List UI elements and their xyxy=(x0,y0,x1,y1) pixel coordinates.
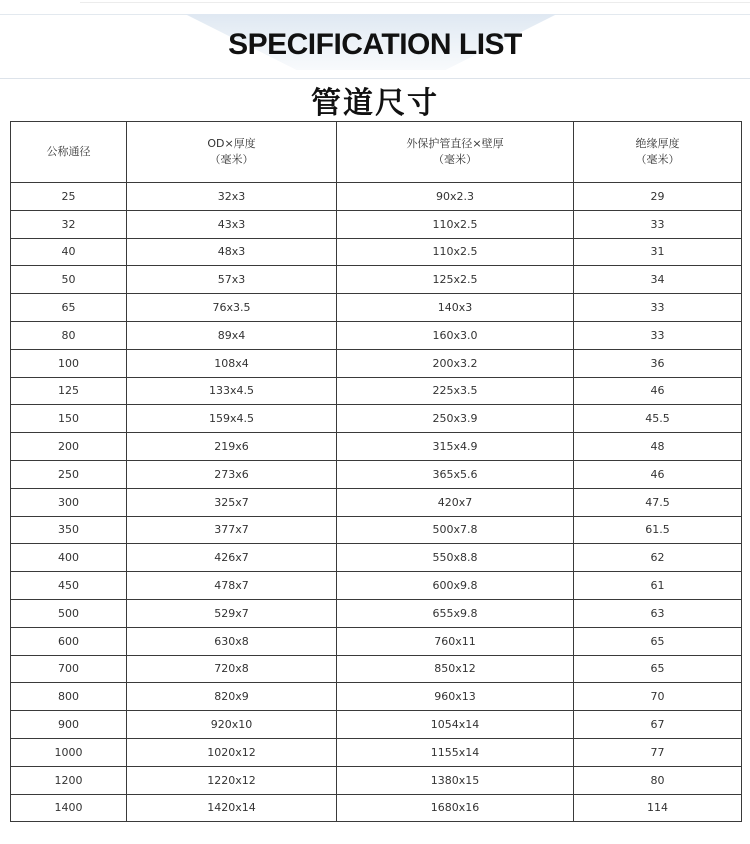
jacket-diameter-cell: 225x3.5 xyxy=(337,377,574,405)
insulation-thickness-cell: 80 xyxy=(574,766,742,794)
nominal-diameter-cell: 1400 xyxy=(11,794,127,822)
nominal-diameter-cell: 800 xyxy=(11,683,127,711)
nominal-diameter-cell: 65 xyxy=(11,294,127,322)
od-thickness-cell: 133x4.5 xyxy=(127,377,337,405)
insulation-thickness-cell: 34 xyxy=(574,266,742,294)
jacket-diameter-cell: 600x9.8 xyxy=(337,572,574,600)
top-divider xyxy=(80,2,750,3)
nominal-diameter-cell: 25 xyxy=(11,183,127,211)
nominal-diameter-cell: 700 xyxy=(11,655,127,683)
nominal-diameter-cell: 1200 xyxy=(11,766,127,794)
nominal-diameter-cell: 50 xyxy=(11,266,127,294)
insulation-thickness-cell: 29 xyxy=(574,183,742,211)
od-thickness-cell: 32x3 xyxy=(127,183,337,211)
od-thickness-cell: 43x3 xyxy=(127,210,337,238)
column-header-od-thickness xyxy=(127,122,337,183)
table-row xyxy=(11,655,742,683)
table-row xyxy=(11,766,742,794)
table-row xyxy=(11,294,742,322)
column-header-jacket-diameter xyxy=(337,122,574,183)
insulation-thickness-cell: 63 xyxy=(574,599,742,627)
table-row xyxy=(11,711,742,739)
jacket-diameter-cell: 110x2.5 xyxy=(337,238,574,266)
table-row xyxy=(11,377,742,405)
nominal-diameter-cell: 40 xyxy=(11,238,127,266)
insulation-thickness-cell: 33 xyxy=(574,294,742,322)
jacket-diameter-cell: 1680x16 xyxy=(337,794,574,822)
nominal-diameter-cell: 450 xyxy=(11,572,127,600)
od-thickness-cell: 1020x12 xyxy=(127,738,337,766)
insulation-thickness-cell: 45.5 xyxy=(574,405,742,433)
table-row xyxy=(11,210,742,238)
nominal-diameter-cell: 900 xyxy=(11,711,127,739)
insulation-thickness-cell: 61 xyxy=(574,572,742,600)
insulation-thickness-cell: 46 xyxy=(574,460,742,488)
od-thickness-cell: 1420x14 xyxy=(127,794,337,822)
jacket-diameter-cell: 110x2.5 xyxy=(337,210,574,238)
nominal-diameter-cell: 500 xyxy=(11,599,127,627)
table-row xyxy=(11,488,742,516)
jacket-diameter-cell: 140x3 xyxy=(337,294,574,322)
jacket-diameter-cell: 125x2.5 xyxy=(337,266,574,294)
table-row xyxy=(11,238,742,266)
table-row xyxy=(11,516,742,544)
od-thickness-cell: 219x6 xyxy=(127,433,337,461)
column-header-line1: 绝缘厚度 xyxy=(635,137,680,150)
table-row xyxy=(11,572,742,600)
jacket-diameter-cell: 90x2.3 xyxy=(337,183,574,211)
nominal-diameter-cell: 300 xyxy=(11,488,127,516)
jacket-diameter-cell: 850x12 xyxy=(337,655,574,683)
insulation-thickness-cell: 48 xyxy=(574,433,742,461)
nominal-diameter-cell: 350 xyxy=(11,516,127,544)
table-row xyxy=(11,544,742,572)
od-thickness-cell: 529x7 xyxy=(127,599,337,627)
od-thickness-cell: 159x4.5 xyxy=(127,405,337,433)
od-thickness-cell: 630x8 xyxy=(127,627,337,655)
table-row xyxy=(11,460,742,488)
jacket-diameter-cell: 160x3.0 xyxy=(337,321,574,349)
table-row xyxy=(11,683,742,711)
od-thickness-cell: 57x3 xyxy=(127,266,337,294)
page-title-chinese: 管道尺寸 xyxy=(311,86,439,121)
nominal-diameter-cell: 125 xyxy=(11,377,127,405)
jacket-diameter-cell: 550x8.8 xyxy=(337,544,574,572)
od-thickness-cell: 426x7 xyxy=(127,544,337,572)
insulation-thickness-cell: 61.5 xyxy=(574,516,742,544)
od-thickness-cell: 48x3 xyxy=(127,238,337,266)
column-header-unit: （毫米） xyxy=(635,153,680,166)
jacket-diameter-cell: 1054x14 xyxy=(337,711,574,739)
insulation-thickness-cell: 62 xyxy=(574,544,742,572)
jacket-diameter-cell: 1380x15 xyxy=(337,766,574,794)
column-header-unit: （毫米） xyxy=(433,153,477,166)
jacket-diameter-cell: 500x7.8 xyxy=(337,516,574,544)
od-thickness-cell: 920x10 xyxy=(127,711,337,739)
nominal-diameter-cell: 200 xyxy=(11,433,127,461)
jacket-diameter-cell: 315x4.9 xyxy=(337,433,574,461)
table-row xyxy=(11,183,742,211)
insulation-thickness-cell: 67 xyxy=(574,711,742,739)
jacket-diameter-cell: 250x3.9 xyxy=(337,405,574,433)
nominal-diameter-cell: 1000 xyxy=(11,738,127,766)
table-row xyxy=(11,433,742,461)
insulation-thickness-cell: 36 xyxy=(574,349,742,377)
insulation-thickness-cell: 65 xyxy=(574,627,742,655)
column-header-line1: 公称通径 xyxy=(46,145,91,158)
od-thickness-cell: 1220x12 xyxy=(127,766,337,794)
od-thickness-cell: 273x6 xyxy=(127,460,337,488)
table-row xyxy=(11,266,742,294)
column-header-insulation-thickness xyxy=(574,122,742,183)
od-thickness-cell: 720x8 xyxy=(127,655,337,683)
insulation-thickness-cell: 33 xyxy=(574,210,742,238)
table-row xyxy=(11,599,742,627)
table-header-row xyxy=(11,122,742,183)
od-thickness-cell: 108x4 xyxy=(127,349,337,377)
table-row xyxy=(11,405,742,433)
table-row xyxy=(11,321,742,349)
insulation-thickness-cell: 46 xyxy=(574,377,742,405)
insulation-thickness-cell: 70 xyxy=(574,683,742,711)
table-row xyxy=(11,349,742,377)
insulation-thickness-cell: 65 xyxy=(574,655,742,683)
jacket-diameter-cell: 200x3.2 xyxy=(337,349,574,377)
jacket-diameter-cell: 1155x14 xyxy=(337,738,574,766)
od-thickness-cell: 478x7 xyxy=(127,572,337,600)
nominal-diameter-cell: 100 xyxy=(11,349,127,377)
nominal-diameter-cell: 250 xyxy=(11,460,127,488)
od-thickness-cell: 325x7 xyxy=(127,488,337,516)
column-header-line1: 外保护管直径×壁厚 xyxy=(406,137,504,150)
nominal-diameter-cell: 150 xyxy=(11,405,127,433)
column-header-unit: （毫米） xyxy=(209,153,254,166)
column-header-nominal-diameter xyxy=(11,122,127,183)
jacket-diameter-cell: 420x7 xyxy=(337,488,574,516)
jacket-diameter-cell: 760x11 xyxy=(337,627,574,655)
column-header-line1: OD×厚度 xyxy=(207,137,256,150)
nominal-diameter-cell: 32 xyxy=(11,210,127,238)
insulation-thickness-cell: 31 xyxy=(574,238,742,266)
nominal-diameter-cell: 80 xyxy=(11,321,127,349)
od-thickness-cell: 89x4 xyxy=(127,321,337,349)
specification-table xyxy=(10,121,742,822)
od-thickness-cell: 820x9 xyxy=(127,683,337,711)
od-thickness-cell: 377x7 xyxy=(127,516,337,544)
insulation-thickness-cell: 77 xyxy=(574,738,742,766)
jacket-diameter-cell: 960x13 xyxy=(337,683,574,711)
insulation-thickness-cell: 47.5 xyxy=(574,488,742,516)
jacket-diameter-cell: 365x5.6 xyxy=(337,460,574,488)
jacket-diameter-cell: 655x9.8 xyxy=(337,599,574,627)
nominal-diameter-cell: 400 xyxy=(11,544,127,572)
table-row xyxy=(11,738,742,766)
table-row xyxy=(11,794,742,822)
insulation-thickness-cell: 33 xyxy=(574,321,742,349)
table-row xyxy=(11,627,742,655)
insulation-thickness-cell: 114 xyxy=(574,794,742,822)
od-thickness-cell: 76x3.5 xyxy=(127,294,337,322)
nominal-diameter-cell: 600 xyxy=(11,627,127,655)
page-title-english: SPECIFICATION LIST xyxy=(228,28,522,61)
